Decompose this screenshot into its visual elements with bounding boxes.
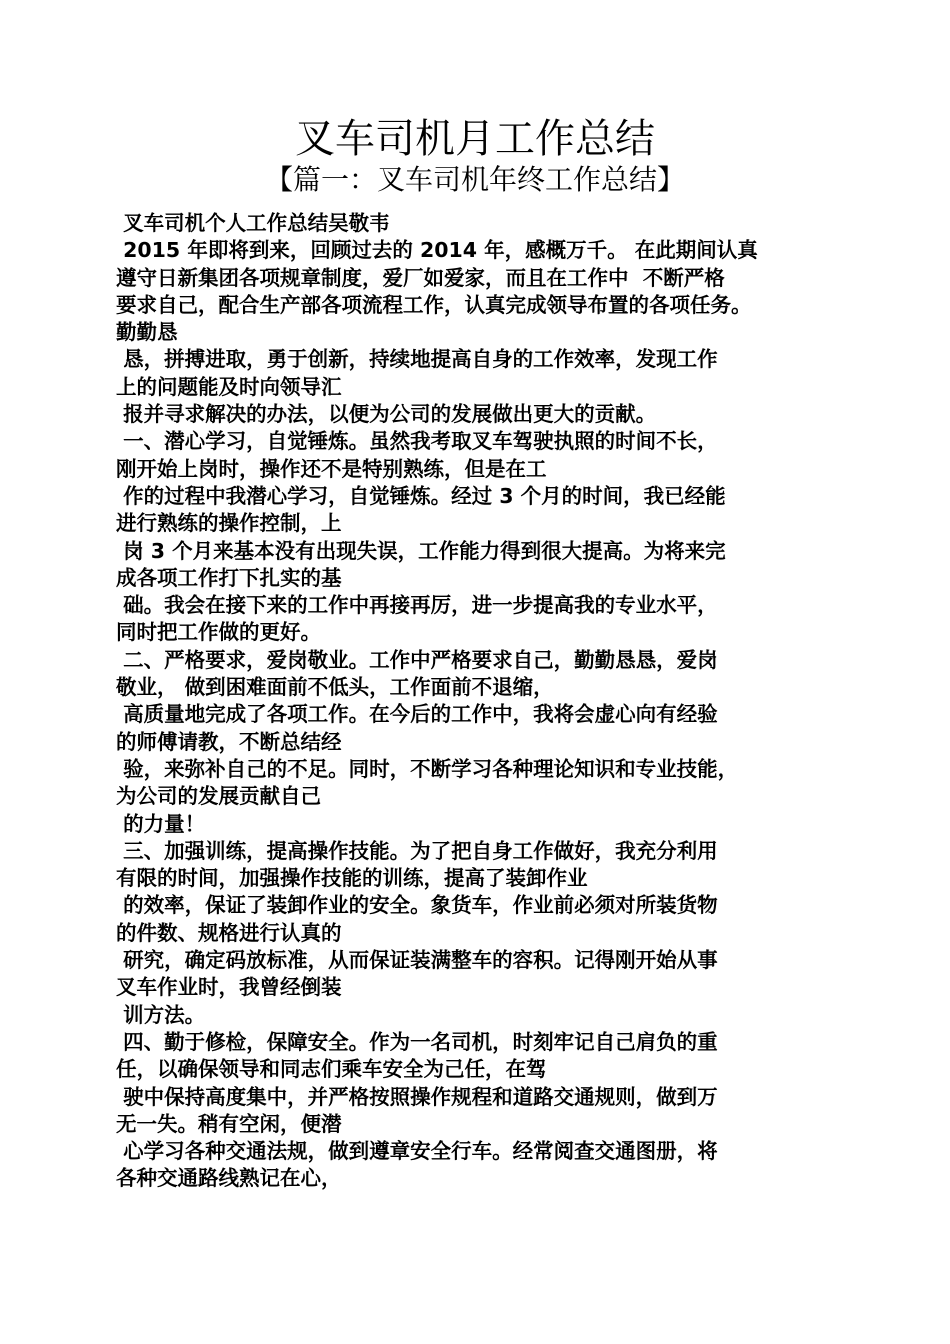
body-text-line: 驶中保持高度集中，并严格按照操作规程和道路交通规则，做到万 (116, 1084, 718, 1109)
body-text-line: 础。我会在接下来的工作中再接再厉，进一步提高我的专业水平， (116, 593, 718, 618)
body-text-line: 敬业， 做到困难面前不低头，工作面前不退缩， (116, 675, 554, 700)
body-text-line: 同时把工作做的更好。 (116, 620, 321, 645)
document-title: 叉车司机月工作总结 (295, 116, 655, 162)
body-text-line: 遵守日新集团各项规章制度，爱厂如爱家，而且在工作中 不断严格 (116, 265, 725, 290)
body-text-line: 验，来弥补自己的不足。同时，不断学习各种理论知识和专业技能， (116, 756, 739, 781)
body-text-line: 的力量！ (116, 811, 206, 836)
body-text-line: 岗 3 个月来基本没有出现失误，工作能力得到很大提高。为将来完 (116, 538, 726, 563)
body-text-line: 四、勤于修检，保障安全。作为一名司机，时刻牢记自己肩负的重 (116, 1029, 718, 1054)
body-text-line: 作的过程中我潜心学习，自觉锤炼。经过 3 个月的时间，我已经能 (116, 483, 726, 508)
body-text-line: 叉车司机个人工作总结吴敬韦 (116, 211, 390, 235)
body-text-line: 任，以确保领导和同志们乘车安全为己任，在驾 (116, 1057, 547, 1082)
body-text-line: 报并寻求解决的办法，以便为公司的发展做出更大的贡献。 (116, 402, 657, 427)
body-text-line: 勤勤恳 (116, 320, 178, 345)
body-text-line: 的效率，保证了装卸作业的安全。象货车，作业前必须对所装货物 (116, 893, 718, 918)
body-text-line: 一、潜心学习，自觉锤炼。虽然我考取叉车驾驶执照的时间不长， (116, 429, 718, 454)
document-subtitle: 【篇一：叉车司机年终工作总结】 (264, 163, 685, 196)
body-text-line: 叉车作业时，我曾经倒装 (116, 975, 342, 1000)
body-text-line: 有限的时间，加强操作技能的训练，提高了装卸作业 (116, 866, 588, 891)
body-text-line: 为公司的发展贡献自己 (116, 784, 321, 809)
body-text-line: 研究，确定码放标准，从而保证装满整车的容积。记得刚开始从事 (116, 948, 718, 973)
body-text-line: 各种交通路线熟记在心， (116, 1166, 342, 1191)
body-text-line: 心学习各种交通法规，做到遵章安全行车。经常阅查交通图册，将 (116, 1139, 718, 1164)
document-body (116, 210, 851, 1193)
body-text-line: 无一失。稍有空闲，便潜 (116, 1111, 342, 1136)
body-text-line: 三、加强训练，提高操作技能。为了把自身工作做好，我充分利用 (116, 838, 718, 863)
body-text-line: 2015 年即将到来，回顾过去的 2014 年，感概万千。 在此期间认真 (116, 238, 758, 263)
body-text-line: 进行熟练的操作控制，上 (116, 511, 342, 536)
body-text-line: 高质量地完成了各项工作。在今后的工作中，我将会虚心向有经验 (116, 702, 718, 727)
body-text-line: 训方法。 (116, 1002, 206, 1027)
body-text-line: 刚开始上岗时，操作还不是特别熟练，但是在工 (116, 456, 547, 481)
body-text-line: 的件数、规格进行认真的 (116, 920, 342, 945)
body-text-line: 成各项工作打下扎实的基 (116, 565, 342, 590)
body-text-line: 二、严格要求，爱岗敬业。工作中严格要求自己，勤勤恳恳，爱岗 (116, 647, 718, 672)
body-text-line: 要求自己，配合生产部各项流程工作，认真完成领导布置的各项任务。 (116, 292, 752, 317)
body-text-line: 恳，拼搏进取，勇于创新，持续地提高自身的工作效率，发现工作 (116, 347, 718, 372)
body-text-line: 的师傅请教，不断总结经 (116, 729, 342, 754)
body-text-line: 上的问题能及时向领导汇 (116, 374, 342, 399)
